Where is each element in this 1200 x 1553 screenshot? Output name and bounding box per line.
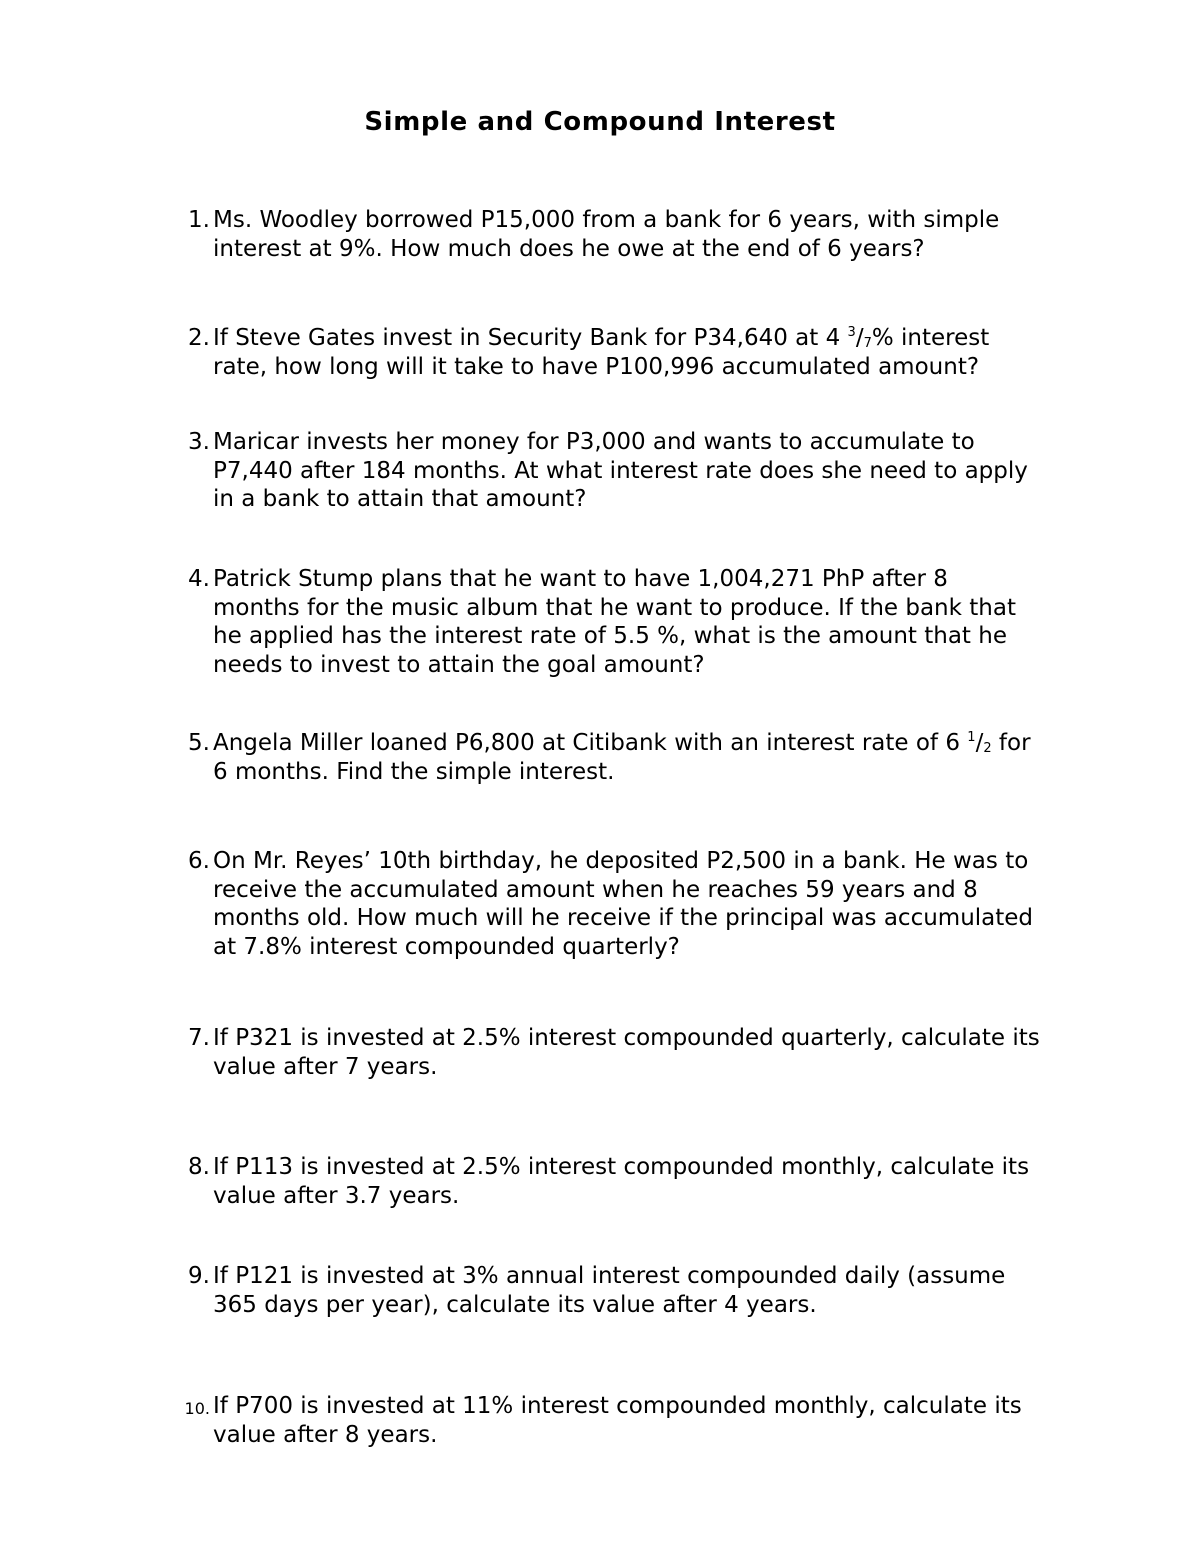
question-number: 7. [188,1025,210,1051]
question-text-segment: Angela Miller loaned P6,800 at Citibank with an interest rate of 6 [213,730,968,756]
question-line: months for the music album that he want to produce. If the bank that [213,594,1016,621]
question-text-segment: for [991,730,1031,756]
question-text [213,324,1073,381]
question-text [213,1392,1073,1449]
page-title: Simple and Compound Interest [364,107,836,137]
fraction-slash: / [975,730,984,756]
question-text [213,206,1073,263]
question-number: 10. [184,1399,210,1418]
question-line: value after 3.7 years. [213,1182,460,1209]
question-number: 1. [188,207,210,233]
question-text [213,847,1073,961]
question-line: If P321 is invested at 2.5% interest compounded quarterly, calculate its [213,1025,1040,1051]
question-text [213,1024,1073,1081]
question-line: 365 days per year), calculate its value after 4 years. [213,1291,817,1318]
question-number: 2. [188,325,210,351]
question-line: Maricar invests her money for P3,000 and wants to accumulate to [213,429,975,455]
question-text [213,565,1073,679]
question-line: Patrick Stump plans that he want to have 1,004,271 PhP after 8 [213,566,948,592]
question-number: 8. [188,1154,210,1180]
question-text-segment: % interest [871,325,990,351]
fraction-denominator: 2 [983,741,992,756]
question-number: 5. [188,730,210,756]
question-text [213,729,1073,786]
question-line: at 7.8% interest compounded quarterly? [213,933,680,960]
question-number: 9. [188,1263,210,1289]
question-line: interest at 9%. How much does he owe at the end of 6 years? [213,235,925,262]
question-line: receive the accumulated amount when he reaches 59 years and 8 [213,876,978,903]
fraction-slash: / [855,325,864,351]
question-line: months old. How much will he receive if the principal was accumulated [213,905,1034,931]
question-line: P7,440 after 184 months. At what interest rate does she need to apply [213,457,1028,484]
question-line: in a bank to attain that amount? [213,486,587,512]
question-line [213,729,1073,758]
question-line [213,324,1073,353]
question-number: 3. [188,429,210,455]
question-text [213,428,1073,514]
question-number: 4. [188,566,210,592]
fraction-denominator: 7 [863,336,872,351]
question-number: 6. [188,848,210,874]
question-line: 6 months. Find the simple interest. [213,758,615,785]
question-line: If P113 is invested at 2.5% interest compounded monthly, calculate its [213,1154,1030,1180]
question-line: he applied has the interest rate of 5.5 %, what is the amount that he [213,623,1007,649]
question-line: On Mr. Reyes’ 10th birthday, he deposited P2,500 in a bank. He was to [213,848,1029,874]
question-line: If P121 is invested at 3% annual interest compounded daily (assume [213,1263,1006,1289]
question-line: needs to invest to attain the goal amount? [213,651,705,678]
question-text-segment: If Steve Gates invest in Security Bank for P34,640 at 4 [213,325,848,351]
question-line: If P700 is invested at 11% interest compounded monthly, calculate its [213,1393,1022,1419]
question-text [213,1153,1073,1210]
question-text [213,1262,1073,1319]
question-line: value after 8 years. [213,1421,438,1448]
question-line: Ms. Woodley borrowed P15,000 from a bank for 6 years, with simple [213,207,1000,233]
fraction-numerator: 3 [847,325,856,340]
question-line: value after 7 years. [213,1053,438,1080]
fraction-numerator: 1 [967,730,976,745]
question-line: rate, how long will it take to have P100,996 accumulated amount? [213,353,980,380]
